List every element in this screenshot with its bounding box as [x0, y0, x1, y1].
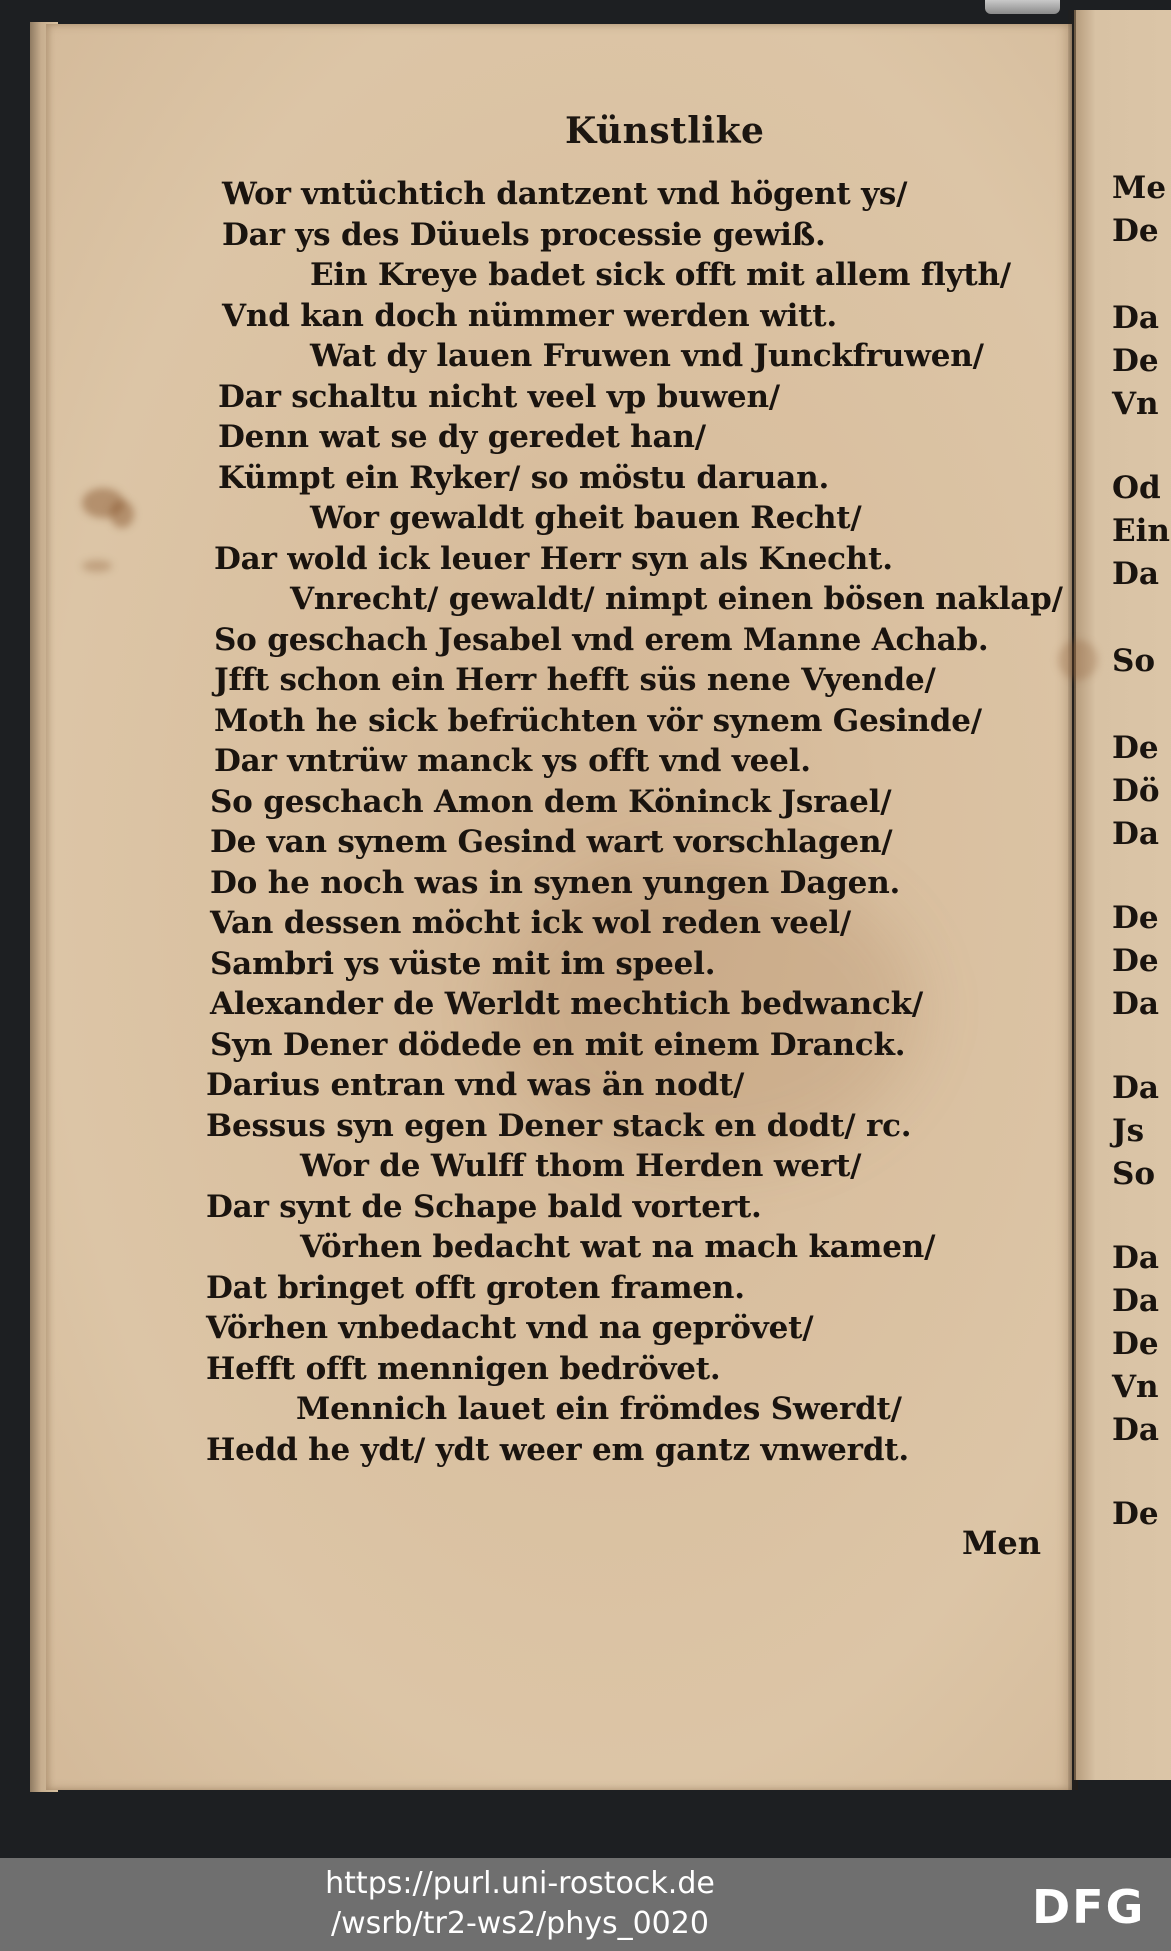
facing-line-fragment: Vn [1112, 386, 1159, 422]
text-line: So geschach Amon dem Köninck Jsrael/ [210, 784, 892, 820]
text-line: Dat bringet offt groten framen. [206, 1270, 745, 1306]
source-url[interactable] [0, 1864, 1040, 1944]
text-line: Dar vntrüw manck ys offt vnd veel. [214, 743, 811, 779]
facing-line-fragment: Dö [1112, 773, 1160, 809]
facing-line-fragment: De [1112, 943, 1159, 979]
text-line: Vörhen bedacht wat na mach kamen/ [300, 1229, 936, 1265]
text-line: Jfft schon ein Herr hefft süs nene Vyende/ [214, 662, 936, 698]
text-line: Wor gewaldt gheit bauen Recht/ [310, 500, 862, 536]
catchword: Men [962, 1524, 1042, 1562]
facing-line-fragment: Da [1112, 300, 1159, 336]
text-line: Sambri ys vüste mit im speel. [210, 946, 716, 982]
text-line: Hedd he ydt/ ydt weer em gantz vnwerdt. [206, 1432, 910, 1468]
text-line: So geschach Jesabel vnd erem Manne Achab. [214, 622, 989, 658]
footer-bar [0, 1858, 1171, 1951]
stain [110, 500, 134, 528]
text-line: Dar schaltu nicht veel vp buwen/ [218, 379, 780, 415]
facing-line-fragment: Da [1112, 1240, 1159, 1276]
url-line-2: /wsrb/tr2-ws2/phys_0020 [331, 1906, 709, 1941]
facing-line-fragment: De [1112, 213, 1159, 249]
text-line: Darius entran vnd was än nodt/ [206, 1067, 745, 1103]
text-line: Syn Dener dödede en mit einem Dranck. [210, 1027, 906, 1063]
text-line: Kümpt ein Ryker/ so möstu daruan. [218, 460, 830, 496]
stain [1058, 640, 1098, 680]
text-line: Vnrecht/ gewaldt/ nimpt einen bösen naklap/ [290, 581, 1063, 617]
facing-line-fragment: Da [1112, 556, 1159, 592]
text-line: Wor de Wulff thom Herden wert/ [300, 1148, 862, 1184]
running-head: Künstlike [565, 110, 765, 152]
facing-line-fragment: Vn [1112, 1369, 1159, 1405]
facing-line-fragment: Me [1112, 170, 1167, 206]
text-line: Dar wold ick leuer Herr syn als Knecht. [214, 541, 893, 577]
facing-line-fragment: De [1112, 1326, 1159, 1362]
facing-line-fragment: De [1112, 1496, 1159, 1532]
url-line-1: https://purl.uni-rostock.de [325, 1866, 715, 1901]
facing-line-fragment: Da [1112, 1412, 1159, 1448]
facing-line-fragment: So [1112, 643, 1156, 679]
facing-line-fragment: De [1112, 730, 1159, 766]
text-line: Alexander de Werldt mechtich bedwanck/ [210, 986, 923, 1022]
facing-line-fragment: Da [1112, 1070, 1159, 1106]
facing-line-fragment: Da [1112, 1283, 1159, 1319]
text-line: Vnd kan doch nümmer werden witt. [222, 298, 838, 334]
facing-line-fragment: De [1112, 343, 1159, 379]
text-line: Bessus syn egen Dener stack en dodt/ rc. [206, 1108, 912, 1144]
facing-line-fragment: So [1112, 1156, 1156, 1192]
facing-line-fragment: De [1112, 900, 1159, 936]
text-line: Hefft offt mennigen bedrövet. [206, 1351, 721, 1387]
text-line: Wat dy lauen Fruwen vnd Junckfruwen/ [310, 338, 984, 374]
text-line: Mennich lauet ein frömdes Swerdt/ [296, 1391, 902, 1427]
facing-line-fragment: Da [1112, 816, 1159, 852]
facing-line-fragment: Od [1112, 470, 1161, 506]
dfg-logo: DFG [1032, 1880, 1146, 1934]
text-line: Vörhen vnbedacht vnd na geprövet/ [206, 1310, 814, 1346]
text-line: Ein Kreye badet sick offt mit allem flyth/ [310, 257, 1011, 293]
text-line: Moth he sick befrüchten vör synem Gesinde/ [214, 703, 982, 739]
facing-line-fragment: Js [1112, 1113, 1145, 1149]
text-line: Wor vntüchtich dantzent vnd högent ys/ [222, 176, 908, 212]
stain [82, 560, 112, 572]
text-line: Van dessen möcht ick wol reden veel/ [210, 905, 851, 941]
text-line: De van synem Gesind wart vorschlagen/ [210, 824, 893, 860]
facing-line-fragment: Ein [1112, 513, 1170, 549]
text-line: Dar synt de Schape bald vortert. [206, 1189, 762, 1225]
text-line: Do he noch was in synen yungen Dagen. [210, 865, 901, 901]
text-line: Dar ys des Düuels processie gewiß. [222, 217, 826, 253]
text-line: Denn wat se dy geredet han/ [218, 419, 706, 455]
page-clip [985, 0, 1060, 14]
facing-line-fragment: Da [1112, 986, 1159, 1022]
